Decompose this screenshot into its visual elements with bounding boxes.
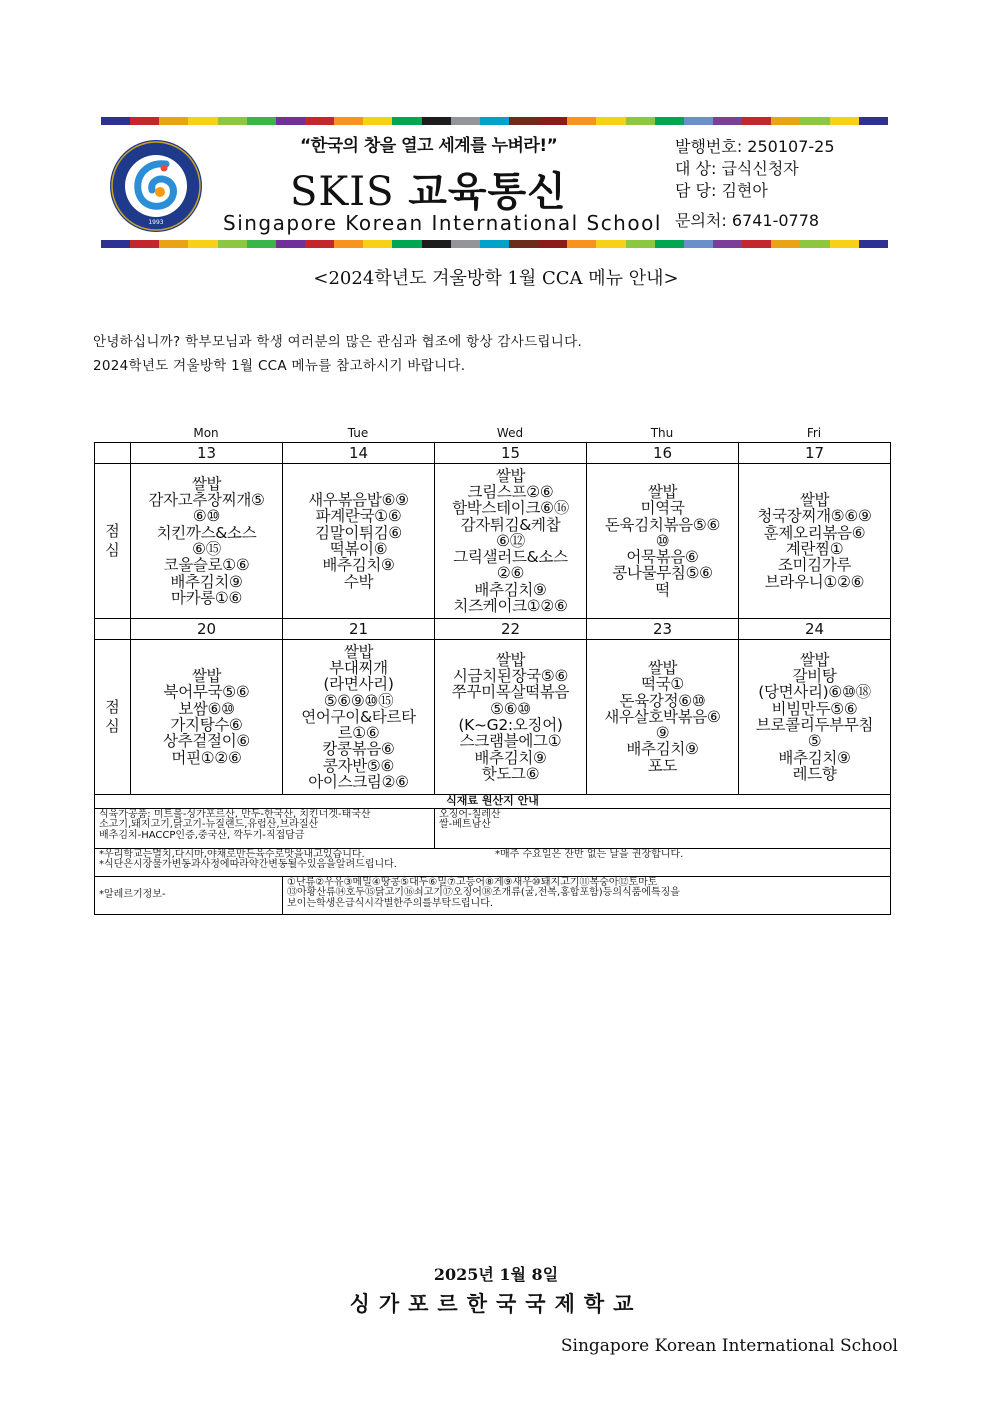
stripe-segment <box>363 240 392 248</box>
slogan: “한국의 창을 열고 세계를 누벼라!” <box>300 136 558 156</box>
blank-cell <box>95 443 131 464</box>
stripe-segment <box>101 240 130 248</box>
stripe-segment <box>130 117 159 125</box>
stripe-segment <box>276 240 305 248</box>
stripe-segment <box>800 117 829 125</box>
weekday-fri: Fri <box>806 426 822 440</box>
stripe-segment <box>742 240 771 248</box>
stripe-segment <box>451 117 480 125</box>
origin-heading: 식재료 원산지 안내 <box>95 795 891 809</box>
notes-row <box>95 848 891 876</box>
stripe-segment <box>713 240 742 248</box>
blank-cell <box>95 619 131 640</box>
weekday-wed: Wed <box>496 426 524 440</box>
stripe-segment <box>567 117 596 125</box>
menu-cell: 쌀밥 부대찌개 (라면사리) ⑤⑥⑨⑩⑮ 연어구이&타르타 르①⑥ 캉콩볶음⑥ 콩자반⑤⑥ 아이스크림②⑥ <box>283 640 435 795</box>
stripe-segment <box>859 240 888 248</box>
document-title: <2024학년도 겨울방학 1월 CCA 메뉴 안내> <box>313 268 679 289</box>
stripe-segment <box>159 240 188 248</box>
allergy-row <box>95 876 891 914</box>
stripe-segment <box>655 117 684 125</box>
menu-table <box>94 442 891 915</box>
stripe-segment <box>596 240 625 248</box>
stripe-segment <box>305 240 334 248</box>
school-logo <box>108 138 204 234</box>
menu-cell: 쌀밥 감자고추장찌개⑤ ⑥⑩ 치킨까스&소스 ⑥⑮ 코울슬로①⑥ 배추김치⑨ 마카롱①⑥ <box>131 464 283 619</box>
title-latin: SKIS <box>290 169 409 215</box>
footer-school-english: Singapore Korean International School <box>560 1336 898 1356</box>
stripe-segment <box>859 117 888 125</box>
stripe-segment <box>655 240 684 248</box>
stripe-segment <box>101 117 130 125</box>
stripe-segment <box>130 240 159 248</box>
allergy-text: ①난류②우유③메밀④땅콩⑤대두⑥밀⑦고등어⑧게⑨새우⑩돼지고기⑪복숭아⑫토마토 ⑬아황산류⑭호두⑮닭고기⑯쇠고기⑰오징어⑱조개류(굴,전복,홍합포함)등의식품에특징을 보이는학생은급식시각별한주의를부탁드립니다. <box>283 876 891 914</box>
stripe-segment <box>596 117 625 125</box>
origin-heading-row <box>95 795 891 809</box>
stripe-segment <box>188 117 217 125</box>
stripe-segment <box>276 117 305 125</box>
stripe-segment <box>684 117 713 125</box>
greeting-line-2: 2024학년도 겨울방학 1월 CCA 메뉴를 참고하시기 바랍니다. <box>93 358 466 374</box>
date-cell: 15 <box>435 443 587 464</box>
stripe-segment <box>626 240 655 248</box>
meal-label: 점 심 <box>95 640 131 795</box>
stripe-segment <box>684 240 713 248</box>
stripe-segment <box>188 240 217 248</box>
stripe-segment <box>480 117 509 125</box>
menu-cell: 새우볶음밥⑥⑨ 파계란국①⑥ 김말이튀김⑥ 떡볶이⑥ 배추김치⑨ 수박 <box>283 464 435 619</box>
stripe-segment <box>830 240 859 248</box>
origin-row <box>95 808 891 848</box>
week2-menu-row <box>95 640 891 795</box>
stripe-segment <box>422 240 451 248</box>
date-cell: 13 <box>131 443 283 464</box>
stripe-segment <box>538 117 567 125</box>
stripe-segment <box>830 117 859 125</box>
note-left: *우리학교는멸치,다시마,야채로만든육수로맛을내고있습니다. *식단은시장물가변동과사정에따라약간변동될수있음을알려드립니다. <box>99 848 397 870</box>
staff-in-charge: 담 당: 김현아 <box>675 181 768 200</box>
stripe-segment <box>218 117 247 125</box>
notes-cell <box>95 848 891 876</box>
date-cell: 16 <box>587 443 739 464</box>
bottom-color-stripe <box>101 240 888 248</box>
contact-number: 문의처: 6741-0778 <box>675 211 820 230</box>
school-name-english: Singapore Korean International School <box>223 211 662 235</box>
stripe-segment <box>451 240 480 248</box>
week1-menu-row <box>95 464 891 619</box>
origin-left: 식육가공품: 미트볼-싱가포르산, 만두-한국산, 치킨너겟-태국산 소고기,돼지고기,닭고기-뉴질랜드,유럽산,브라질산 배추김치-HACCP인증,중국산, 깍두기-직접담금 <box>95 808 435 848</box>
greeting-line-1: 안녕하십니까? 학부모님과 학생 여러분의 많은 관심과 협조에 항상 감사드립니다. <box>93 334 583 350</box>
stripe-segment <box>742 117 771 125</box>
menu-cell: 쌀밥 청국장찌개⑤⑥⑨ 훈제오리볶음⑥ 계란찜① 조미김가루 브라우니①②⑥ <box>739 464 891 619</box>
origin-right: 오징어-칠레산 쌀-베트남산 <box>435 808 891 848</box>
stripe-segment <box>800 240 829 248</box>
date-cell: 22 <box>435 619 587 640</box>
stripe-segment <box>509 117 538 125</box>
date-cell: 23 <box>587 619 739 640</box>
stripe-segment <box>626 117 655 125</box>
stripe-segment <box>392 240 421 248</box>
date-cell: 14 <box>283 443 435 464</box>
menu-cell: 쌀밥 떡국① 돈육강정⑥⑩ 새우살호박볶음⑥ ⑨ 배추김치⑨ 포도 <box>587 640 739 795</box>
title-korean: 교육통신 <box>408 169 567 215</box>
stripe-segment <box>771 240 800 248</box>
date-cell: 17 <box>739 443 891 464</box>
menu-cell: 쌀밥 시금치된장국⑤⑥ 쭈꾸미목살떡볶음 ⑤⑥⑩ (K~G2:오징어) 스크램블에그① 배추김치⑨ 핫도그⑥ <box>435 640 587 795</box>
stripe-segment <box>567 240 596 248</box>
stripe-segment <box>480 240 509 248</box>
footer-school-korean: 싱가포르한국국제학교 <box>349 1291 643 1316</box>
audience: 대 상: 급식신청자 <box>675 159 799 178</box>
top-color-stripe <box>101 117 888 125</box>
stripe-segment <box>334 240 363 248</box>
stripe-segment <box>334 117 363 125</box>
newsletter-title <box>290 160 567 217</box>
stripe-segment <box>538 240 567 248</box>
stripe-segment <box>771 117 800 125</box>
issue-number: 발행번호: 250107-25 <box>675 137 835 156</box>
week1-date-row <box>95 443 891 464</box>
menu-cell: 쌀밥 미역국 돈육김치볶음⑤⑥ ⑩ 어묵볶음⑥ 콩나물무침⑤⑥ 떡 <box>587 464 739 619</box>
menu-cell: 쌀밥 북어무국⑤⑥ 보쌈⑥⑩ 가지탕수⑥ 상추겉절이⑥ 머핀①②⑥ <box>131 640 283 795</box>
stripe-segment <box>509 240 538 248</box>
stripe-segment <box>305 117 334 125</box>
stripe-segment <box>218 240 247 248</box>
date-cell: 21 <box>283 619 435 640</box>
menu-cell: 쌀밥 갈비탕 (당면사리)⑥⑩⑱ 비빔만두⑤⑥ 브로콜리두부무침 ⑤ 배추김치⑨ 레드향 <box>739 640 891 795</box>
stripe-segment <box>392 117 421 125</box>
weekday-mon: Mon <box>193 426 219 440</box>
week2-date-row <box>95 619 891 640</box>
note-right: *매주 수요일은 잔반 없는 날을 권장합니다. <box>495 848 684 860</box>
logo-year: 1993 <box>148 219 164 226</box>
stripe-segment <box>247 240 276 248</box>
allergy-label: *알레르기정보- <box>95 876 283 914</box>
stripe-segment <box>713 117 742 125</box>
weekday-thu: Thu <box>650 426 674 440</box>
weekday-tue: Tue <box>347 426 369 440</box>
stripe-segment <box>363 117 392 125</box>
stripe-segment <box>247 117 276 125</box>
date-cell: 24 <box>739 619 891 640</box>
stripe-segment <box>159 117 188 125</box>
footer-date: 2025년 1월 8일 <box>433 1265 559 1284</box>
meal-label: 점 심 <box>95 464 131 619</box>
menu-cell: 쌀밥 크림스프②⑥ 함박스테이크⑥⑯ 감자튀김&케찹 ⑥⑫ 그릭샐러드&소스 ②⑥ 배추김치⑨ 치즈케이크①②⑥ <box>435 464 587 619</box>
date-cell: 20 <box>131 619 283 640</box>
stripe-segment <box>422 117 451 125</box>
